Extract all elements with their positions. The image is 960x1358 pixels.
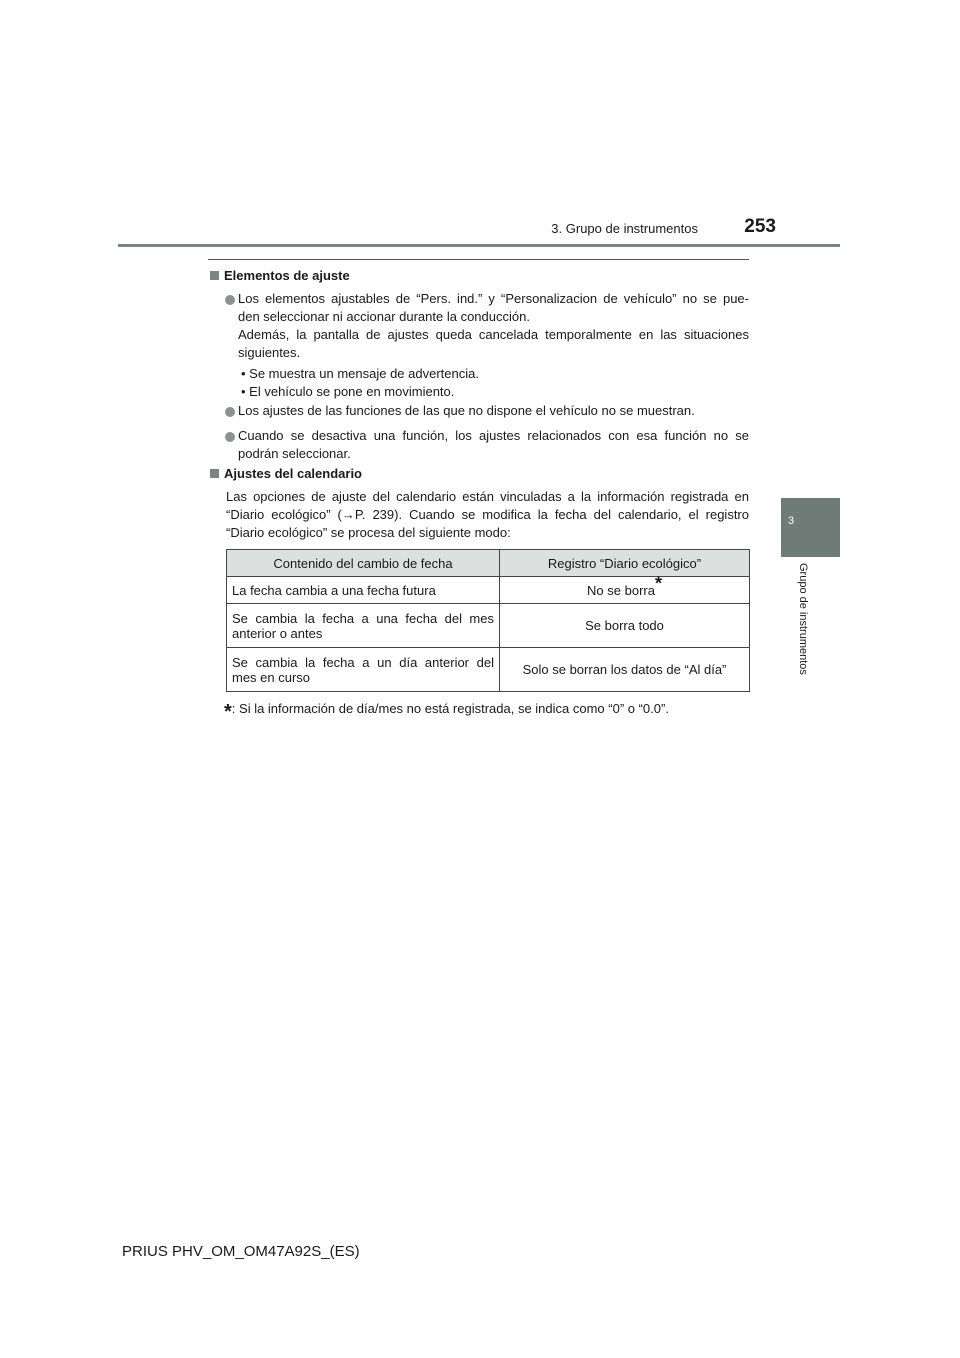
text-line: Los elementos ajustables de “Pers. ind.” y “Personalizacion de vehículo” no se pue- — [238, 291, 749, 306]
table-row — [227, 648, 750, 692]
text-line: siguientes. — [238, 345, 301, 360]
text-line: Además, la pantalla de ajustes queda cancelada temporalmente en las situaciones — [238, 327, 749, 342]
table-cell — [500, 573, 750, 604]
table-header-row — [227, 550, 750, 577]
text-line: Se cambia la fecha a un día anterior del — [232, 654, 494, 670]
side-tab-number: 3 — [787, 515, 795, 527]
heading-text: Ajustes del calendario — [224, 466, 362, 481]
text-line: Se cambia la fecha a una fecha del mes — [232, 610, 494, 626]
text-line: “Diario ecológico” (→P. 239). Cuando se modifica la fecha del calendario, el registro — [226, 507, 749, 522]
circle-bullet-icon — [225, 295, 235, 305]
cell-text: No se borra — [587, 582, 655, 598]
footer-code: PRIUS PHV_OM_OM47A92S_(ES) — [122, 1243, 360, 1260]
footnote-mark: * — [654, 573, 662, 594]
sub-item: • El vehículo se pone en movimiento. — [241, 384, 455, 399]
footnote-text: : Si la información de día/mes no está registrada, se indica como “0” o “0.0”. — [231, 701, 669, 716]
table-cell — [227, 648, 500, 692]
header-rule — [118, 244, 840, 247]
text-line: Las opciones de ajuste del calendario están vinculadas a la información registrada en — [226, 489, 749, 504]
square-bullet-icon — [210, 271, 219, 280]
table-row — [227, 604, 750, 648]
side-tab — [781, 498, 840, 557]
chapter-title: 3. Grupo de instrumentos — [551, 221, 698, 236]
paragraph — [226, 488, 749, 542]
footnote — [224, 701, 669, 724]
text-line: den seleccionar ni accionar durante la conducción. — [238, 309, 530, 324]
bullet-item: Los ajustes de las funciones de las que no dispone el vehículo no se muestran. — [238, 403, 695, 418]
text-line: mes en curso — [232, 669, 311, 685]
bullet-item — [238, 290, 749, 362]
table-header: Registro “Diario ecológico” — [500, 550, 750, 577]
section-heading-calendario — [210, 466, 362, 481]
square-bullet-icon — [210, 469, 219, 478]
circle-bullet-icon — [225, 432, 235, 442]
calendar-table — [226, 549, 750, 692]
table-cell: Se borra todo — [500, 604, 750, 648]
text-line: podrán seleccionar. — [238, 446, 351, 461]
table-cell: La fecha cambia a una fecha futura — [227, 577, 500, 604]
table-header: Contenido del cambio de fecha — [227, 550, 500, 577]
side-tab-label: Grupo de instrumentos — [797, 563, 809, 675]
heading-text: Elementos de ajuste — [224, 268, 350, 283]
footnote-mark: * — [224, 701, 232, 723]
sub-item: • Se muestra un mensaje de advertencia. — [241, 366, 479, 381]
content-rule — [208, 259, 749, 260]
table-cell — [227, 604, 500, 648]
bullet-item — [238, 427, 749, 463]
text-line: anterior o antes — [232, 625, 323, 641]
text-line: Cuando se desactiva una función, los ajustes relacionados con esa función no se — [238, 428, 749, 443]
circle-bullet-icon — [225, 407, 235, 417]
page-number: 253 — [744, 216, 776, 237]
section-heading-elementos — [210, 268, 350, 283]
table-cell: Solo se borran los datos de “Al día” — [500, 648, 750, 692]
text-line: “Diario ecológico” se procesa del siguiente modo: — [226, 525, 511, 540]
table-row — [227, 577, 750, 604]
